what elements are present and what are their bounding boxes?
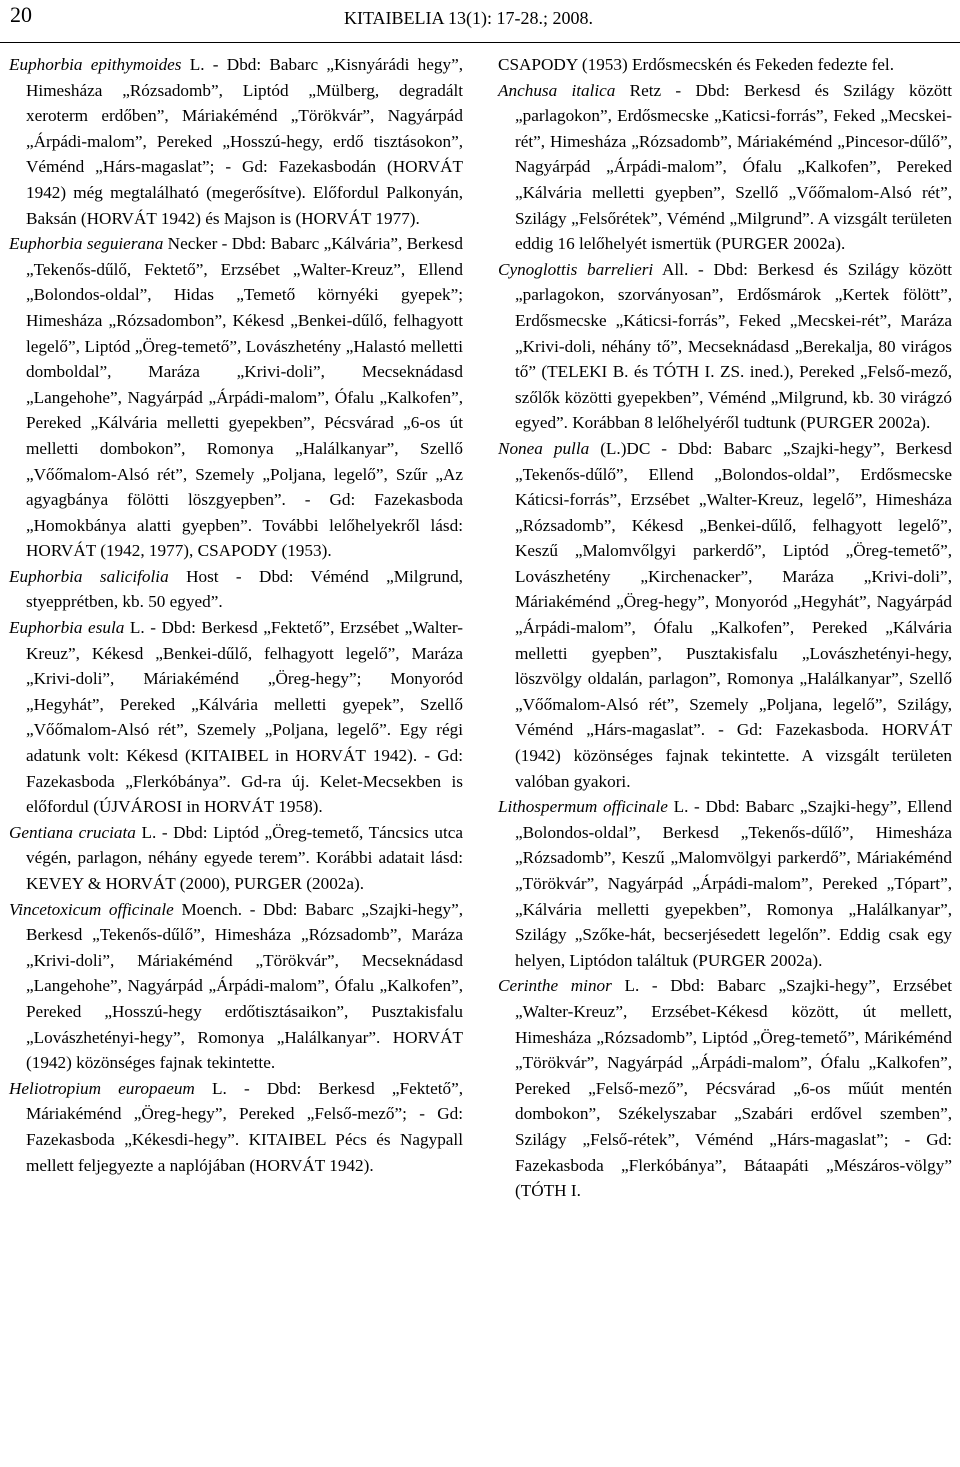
- entry-text: Dbd: Babarc „Szajki-hegy”, Erzsébet „Walter-Kreuz”, Erzsébet-Kékesd között, út mellett, Himesháza „Rózsadomb”, Liptód „Öreg-temető”, Márikéménd „Törökvár”, Nagyárpád „Árpádi-malom”, Ófalu „Kalkofen”, Pereked „Felső-mező”, Pécsvárad „6-os műút mentén dombokon”, Székelyszabar „Szabári erdővel szemben”, Szilágy „Felső-rétek”, Véménd „Hárs-magaslat”; - Gd: Fazekasboda „Flerkóbánya”, Bátaapáti „Mészáros-völgy” (TÓTH I.: [515, 976, 952, 1201]
- entry-text: Dbd: Berkesd és Szilágy között „parlagokon, szorványosan”, Erdősmárok „Kertek fölött”, Erdősmecske „Káticsi-forrás”, Feked „Mecskei-rét”, Maráza „Krivi-doli, néhány tő”, Mecseknádasd „Berekalja, 80 virágos tő” (TELEKI B. és TÓTH I. ZS. ined.), Pereked „Felső-mező, szőlők közötti gyepekben”, Véménd „Milgrund, kb. 30 virágzó egyed”. Korábban 8 lelőhelyéről tudtunk (PURGER 2002a).: [515, 259, 952, 433]
- species-entry: [9, 897, 463, 1076]
- species-entry: [498, 973, 952, 1203]
- species-name: Anchusa italica: [498, 80, 616, 100]
- species-name: Euphorbia salicifolia: [9, 566, 169, 586]
- species-entry: [498, 78, 952, 257]
- entry-text: Dbd: Berkesd „Fektető”, Erzsébet „Walter-Kreuz”, Kékesd „Benkei-dűlő, felhagyott legelő”, Maráza „Krivi-doli”, Máriakéménd „Öreg-hegy”; Monyoród „Hegyhát”, Pereked „Kálvária melletti gyepek”, Szellő „Vőőmalom-Alsó rét”, Szemely „Poljana, legelő”. Egy régi adatunk volt: Kékesd (KITAIBEL in HORVÁT 1942). - Gd: Fazekasboda „Flerkóbánya”. Gd-ra új. Kelet-Mecsekben is előfordul (ÚJVÁROSI in HORVÁT 1958).: [26, 618, 463, 817]
- page-header: [0, 0, 960, 43]
- continued-text: [498, 52, 952, 78]
- entry-text: Dbd: Babarc „Szajki-hegy”, Berkesd „Tekenős-dűlő”, Himesháza „Rózsadomb”, Maráza „Krivi-doli”, Máriakéménd „Törökvár”, Mecseknádasd „Langehohe”, Nagyárpád „Árpádi-malom”, Ófalu „Kalkofen”, Pereked „Hosszú-hegy erdőtisztásaikon”, Pusztakisfalu „Lovászhetényi-hegy”, Romonya „Halálkanyar”. HORVÁT (1942) közönséges fajnak tekintette.: [26, 899, 463, 1073]
- species-entry: [9, 820, 463, 897]
- species-name: Euphorbia epithymoides: [9, 55, 182, 74]
- species-author: (L.)DC -: [589, 438, 679, 458]
- species-author: Host -: [168, 566, 260, 586]
- entry-text: CSAPODY (1953) Erdősmecskén és Fekeden fedezte fel.: [498, 55, 895, 74]
- species-entry: [498, 794, 952, 973]
- species-entry: [498, 436, 952, 794]
- entry-text: Dbd: Babarc „Kálvária”, Berkesd „Tekenős-dűlő, Fektető”, Erzsébet „Walter-Kreuz”, Ellend „Bolondos-oldal”, Hidas „Temető környéki gyepek”; Himesháza „Rózsadombon”, Kékesd „Benkei-dűlő, felhagyott legelő”, Liptód „Öreg-temető”, Lovászhetény „Halastó melletti domboldal”, Maráza „Krivi-doli”, Mecseknádasd „Langehohe”, Nagyárpád „Árpádi-malom”, Ófalu „Kalkofen”, Pereked „Kálvária melletti gyepekben”, Pécsvárad „6-os út melletti dombokon”, Romonya „Halálkanyar”, Szellő „Vőőmalom-Alsó rét”, Szemely „Poljana, legelő”, Szűr „Az agyagbánya fölötti löszgyepben”. - Gd: Fazekasboda „Homokbánya alatti gyepben”. További lelőhelyekről lásd: HORVÁT (1942, 1977), CSAPODY (1953).: [26, 234, 464, 561]
- entry-text: Dbd: Berkesd és Szilágy között „parlagokon”, Erdősmecske „Katicsi-forrás”, Feked „Mecskei-rét”, Himesháza „Rózsadomb”, Máriakéménd „Pincesor-dűlő”, Nagyárpád „Árpádi-malom”, Ófalu „Kalkofen”, Pereked „Kálvária melletti gyepben”, Szellő „Vőőmalom-Alsó rét”, Szilágy „Felsőrétek”, Véménd „Milgrund”. A vizsgált területen eddig 16 lelőhelyét ismertük (PURGER 2002a).: [515, 80, 952, 254]
- species-author: L. -: [181, 55, 227, 74]
- species-author: L. -: [611, 976, 671, 996]
- species-entry: [498, 257, 952, 436]
- species-name: Nonea pulla: [498, 438, 590, 458]
- species-name: Cynoglottis barrelieri: [498, 259, 654, 279]
- species-author: L. -: [667, 797, 706, 817]
- entry-text: Dbd: Babarc „Szajki-hegy”, Berkesd „Tekenős-dűlő”, Ellend „Bolondos-oldal”, Erdősmecske Káticsi-forrás”, Erzsébet „Walter-Kreuz, legelő”, Himesháza „Rózsadomb”, Kékesd „Benkei-dűlő, felhagyott legelő”, Keszű „Malomvőlgyi parkerdő”, Liptód „Öreg-temető”, Lovászhetény „Kirchenacker”, Maráza „Krivi-doli”, Máriakéménd „Öreg-hegy”, Monyoród „Hegyhát”, Nagyárpád „Árpádi-malom”, Ófalu „Kalkofen”, Pereked „Kálvária melletti gyepben”, Pusztakisfalu „Lovászhetényi-hegy, löszvölgy oldalán, parlagon”, Romonya „Halálkanyar”, Szellő „Vőőmalom-Alsó rét”, Szemely „Poljana, legelő”, Szilágy, Véménd „Hárs-magaslat”. - Gd: Fazekasboda. HORVÁT (1942) közönséges fajnak tekintette. A vizsgált területen valóban gyakori.: [515, 438, 952, 791]
- species-name: Euphorbia seguierana: [9, 234, 164, 254]
- species-name: Cerinthe minor: [498, 976, 612, 996]
- species-entry: [9, 615, 463, 820]
- species-author: L. -: [194, 1078, 267, 1098]
- entry-text: Dbd: Liptód „Öreg-temető, Táncsics utca végén, parlagon, néhány egyede terem”. Korábbi adatait lásd: KEVEY & HORVÁT (2000), PURGER (2002a).: [26, 822, 463, 893]
- species-name: Vincetoxicum officinale: [9, 899, 174, 919]
- species-name: Euphorbia esula: [9, 618, 125, 638]
- species-author: Necker -: [163, 234, 232, 254]
- species-author: Moench. -: [173, 899, 264, 919]
- entry-text: Dbd: Véménd „Milgrund, styepprétben, kb. 50 egyed”.: [26, 566, 463, 612]
- species-author: Retz -: [615, 80, 696, 100]
- species-entry: [9, 564, 463, 615]
- species-name: Heliotropium europaeum: [9, 1078, 195, 1098]
- entry-text: Dbd: Babarc „Szajki-hegy”, Ellend „Bolondos-oldal”, Berkesd „Tekenős-dűlő”, Himesháza „Rózsadomb”, Keszű „Malomvölgyi parkerdő”, Máriakéménd „Törökvár”, Nagyárpád „Árpádi-malom”, Pereked „Tópart”, „Kálvária melletti gyepekben”, Romonya „Halálkanyar”, Szilágy „Szőke-hát, becserjésedett legelőn”. Eddig csak egy helyen, Liptódon találtuk (PURGER 2002a).: [515, 797, 952, 970]
- journal-reference: KITAIBELIA 13(1): 17-28.; 2008.: [344, 8, 594, 28]
- entry-text: Dbd: Berkesd „Fektető”, Máriakéménd „Öreg-hegy”, Pereked „Felső-mező”; - Gd: Fazekasboda „Kékesdi-hegy”. KITAIBEL Pécs és Nagypall mellett feljegyezte a naplójában (HORVÁT 1942).: [26, 1078, 463, 1175]
- species-name: Lithospermum officinale: [498, 797, 668, 817]
- species-author: L. -: [135, 822, 174, 842]
- left-column: [9, 52, 463, 1178]
- species-author: L. -: [124, 618, 162, 638]
- right-column: [498, 52, 952, 1204]
- species-entry: [9, 231, 463, 564]
- species-entry: [9, 1076, 463, 1178]
- species-author: All. -: [653, 259, 714, 279]
- entry-text: Dbd: Babarc „Kisnyárádi hegy”, Himesháza „Rózsadomb”, Liptód „Mülberg, degradált xeroterm erdőben”, Máriakéménd „Törökvár”, Nagyárpád „Árpádi-malom”, Pereked „Hosszú-hegy, erdő tisztásokon”, Véménd „Hárs-magaslat”; - Gd: Fazekasbodán (HORVÁT 1942) még megtalálható (megerősítve). Előfordul Palkonyán, Baksán (HORVÁT 1942) és Majson is (HORVÁT 1977).: [26, 55, 464, 228]
- page-number: 20: [10, 2, 32, 27]
- species-entry: [9, 52, 463, 231]
- species-name: Gentiana cruciata: [9, 822, 136, 842]
